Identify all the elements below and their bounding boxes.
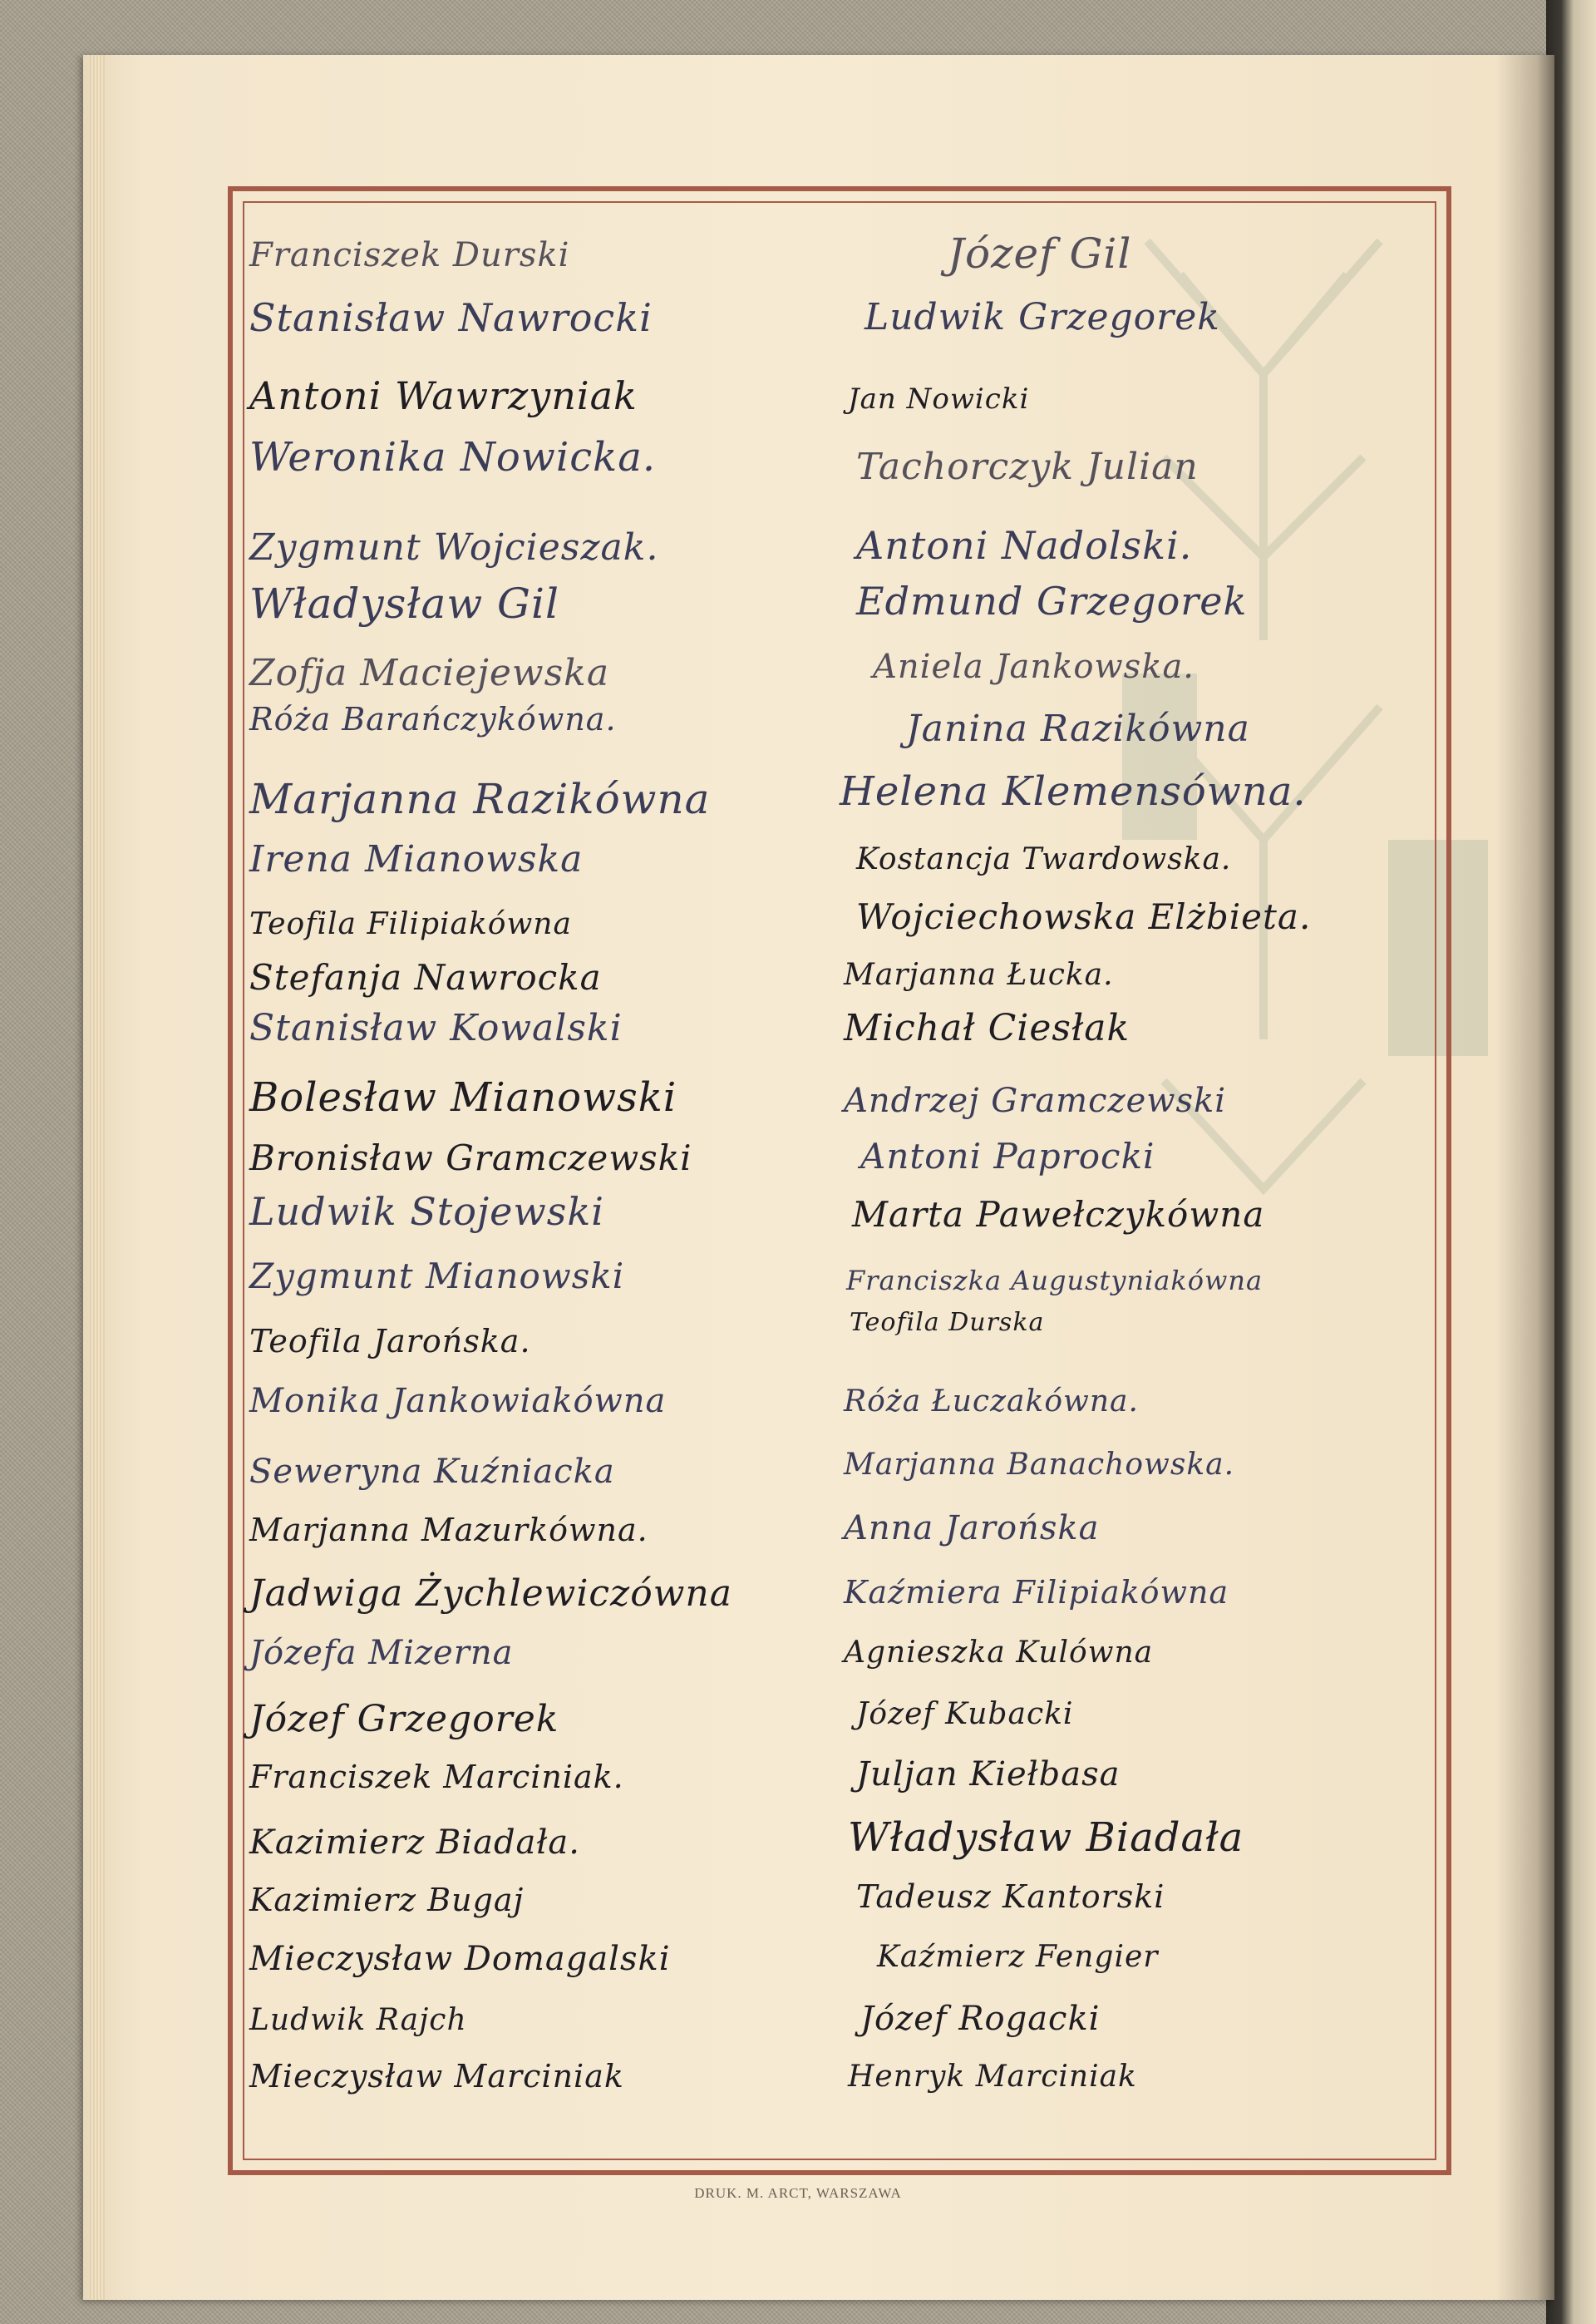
signature-right: Ludwik Grzegorek — [864, 296, 1220, 338]
signature-right: Kaźmierz Fengier — [877, 1940, 1159, 1974]
signature-left: Marjanna Mazurkówna. — [249, 1512, 648, 1548]
signature-left: Bolesław Mianowski — [249, 1074, 677, 1121]
signature-left: Jadwiga Żychlewiczówna — [249, 1572, 732, 1615]
signature-right: Marta Pawełczykówna — [852, 1194, 1265, 1235]
signature-right: Tadeusz Kantorski — [856, 1878, 1165, 1915]
signature-left: Teofila Jarońska. — [249, 1323, 531, 1359]
signature-right: Franciszka Augustyniakówna — [846, 1265, 1264, 1296]
signature-right: Marjanna Łucka. — [844, 958, 1114, 992]
signature-left: Antoni Wawrzyniak — [249, 373, 638, 418]
signature-right: Anna Jarońska — [844, 1509, 1100, 1547]
signature-left: Józef Grzegorek — [249, 1698, 559, 1740]
signature-left: Zofja Maciejewska — [249, 652, 610, 694]
signature-left: Bronisław Gramczewski — [249, 1137, 692, 1178]
signature-left: Seweryna Kuźniacka — [249, 1453, 615, 1491]
signature-left: Róża Barańczykówna. — [249, 701, 617, 738]
signature-left: Zygmunt Mianowski — [249, 1256, 625, 1296]
signature-right: Józef Gil — [948, 229, 1132, 278]
signature-right: Marjanna Banachowska. — [844, 1448, 1235, 1482]
page-frame-inner — [243, 201, 1436, 2160]
signature-left: Kazimierz Biadała. — [249, 1823, 580, 1862]
signature-left: Ludwik Rajch — [249, 2003, 467, 2037]
signature-right: Antoni Nadolski. — [856, 523, 1193, 568]
signature-right: Helena Klemensówna. — [840, 768, 1307, 815]
signature-left: Franciszek Marciniak. — [249, 1759, 624, 1795]
signature-right: Wojciechowska Elżbieta. — [856, 896, 1312, 937]
signature-right: Aniela Jankowska. — [873, 648, 1195, 686]
signature-right: Edmund Grzegorek — [856, 579, 1248, 624]
signature-right: Kaźmiera Filipiakówna — [844, 1574, 1229, 1611]
signature-right: Henryk Marciniak — [848, 2060, 1137, 2094]
printer-mark: DRUK. M. ARCT, WARSZAWA — [694, 2185, 902, 2201]
signature-right: Józef Kubacki — [856, 1697, 1074, 1731]
signature-left: Zygmunt Wojcieszak. — [249, 526, 659, 569]
signature-left: Ludwik Stojewski — [249, 1189, 604, 1234]
signature-left: Władysław Gil — [249, 580, 559, 628]
signature-right: Kostancja Twardowska. — [856, 842, 1232, 876]
signature-right: Antoni Paprocki — [860, 1136, 1155, 1177]
signature-right: Tachorczyk Julian — [856, 446, 1199, 488]
signature-left: Mieczysław Marciniak — [249, 2058, 624, 2095]
signature-left: Monika Jankowiakówna — [249, 1382, 667, 1420]
signature-left: Irena Mianowska — [249, 838, 584, 881]
signature-right: Andrzej Gramczewski — [844, 1082, 1227, 1120]
signature-right: Janina Razikówna — [906, 708, 1250, 750]
signature-right: Jan Nowicki — [848, 382, 1030, 416]
signature-left: Stefanja Nawrocka — [249, 957, 602, 998]
signature-left: Józefa Mizerna — [249, 1634, 514, 1672]
signature-right: Agnieszka Kulówna — [844, 1636, 1154, 1670]
signature-left: Stanisław Kowalski — [249, 1007, 623, 1049]
signature-left: Marjanna Razikówna — [249, 775, 711, 823]
gutter-shadow — [1496, 55, 1554, 2300]
signature-left: Kazimierz Bugaj — [249, 1882, 525, 1918]
signature-left: Mieczysław Domagalski — [249, 1940, 671, 1978]
signature-left: Franciszek Durski — [249, 236, 570, 274]
signature-left: Weronika Nowicka. — [249, 434, 657, 481]
signature-right: Władysław Biadała — [848, 1814, 1244, 1861]
signature-right: Michał Ciesłak — [844, 1007, 1130, 1049]
signature-left: Stanisław Nawrocki — [249, 295, 653, 340]
signature-right: Juljan Kiełbasa — [856, 1755, 1121, 1794]
signature-right: Róża Łuczakówna. — [844, 1384, 1139, 1419]
signature-right: Teofila Durska — [850, 1308, 1045, 1337]
signature-left: Teofila Filipiakówna — [249, 907, 572, 941]
signature-right: Józef Rogacki — [860, 2000, 1101, 2038]
